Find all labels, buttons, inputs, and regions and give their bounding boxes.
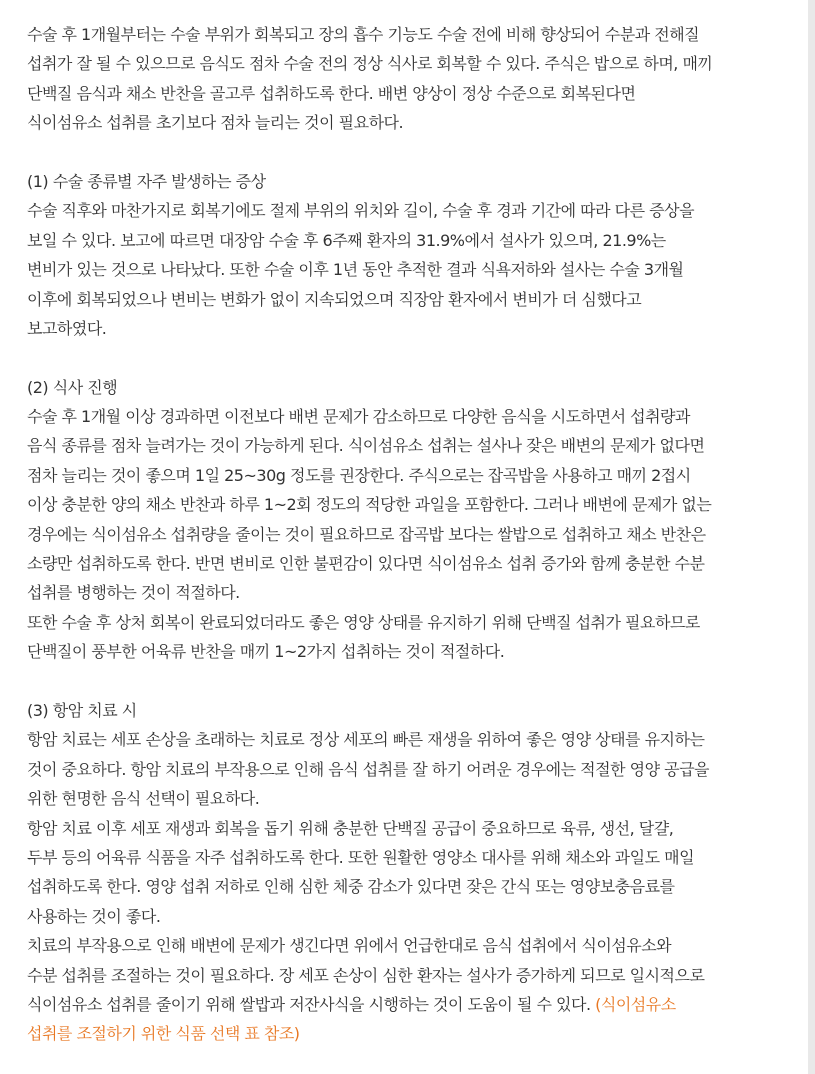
text-line: 보고하였다. <box>27 318 107 338</box>
text-line <box>27 990 787 1019</box>
section-diet-progress <box>27 373 787 667</box>
text-line: 것이 중요하다. 항암 치료의 부작용으로 인해 음식 섭취를 잘 하기 어려운 경우에는 적절한 영양 공급을 <box>27 759 709 779</box>
text-line: 단백질이 풍부한 어육류 반찬을 매끼 1~2가지 섭취하는 것이 적절하다. <box>27 642 505 662</box>
text-line: 이상 충분한 양의 채소 반찬과 하루 1~2회 정도의 적당한 과일을 포함한다. 그러나 배변에 문제가 없는 <box>27 495 712 515</box>
text-line: 점차 늘리는 것이 좋으며 1일 25~30g 정도를 권장한다. 주식으로는 잡곡밥을 사용하고 매끼 2접시 <box>27 465 691 485</box>
text-line: 사용하는 것이 좋다. <box>27 906 161 926</box>
section-heading: (1) 수술 종류별 자주 발생하는 증상 <box>27 171 266 191</box>
food-table-reference-link[interactable]: (식이섬유소 <box>595 994 676 1014</box>
page-edge-border <box>808 0 815 1074</box>
text-line: 섭취하도록 한다. 영양 섭취 저하로 인해 심한 체중 감소가 있다면 잦은 간식 또는 영양보충음료를 <box>27 877 675 897</box>
spacer <box>27 343 787 372</box>
text-line: 수술 후 1개월부터는 수술 부위가 회복되고 장의 흡수 기능도 수술 전에 비해 향상되어 수분과 전해질 <box>27 25 700 44</box>
section-chemotherapy <box>27 696 787 1049</box>
text-segment: 식이섬유소 섭취를 줄이기 위해 쌀밥과 저잔사식을 시행하는 것이 도움이 될 수 있다. <box>27 994 591 1014</box>
text-line: 이후에 회복되었으나 변비는 변화가 없이 지속되었으며 직장암 환자에서 변비가 더 심했다고 <box>27 289 642 309</box>
text-line: 또한 수술 후 상처 회복이 완료되었더라도 좋은 영양 상태를 유지하기 위해 단백질 섭취가 필요하므로 <box>27 612 700 632</box>
food-table-reference-link-continued[interactable]: 섭취를 조절하기 위한 식품 선택 표 참조) <box>27 1024 300 1044</box>
text-line: 두부 등의 어육류 식품을 자주 섭취하도록 한다. 또한 원활한 영양소 대사를 위해 채소와 과일도 매일 <box>27 847 695 867</box>
text-line: 변비가 있는 것으로 나타났다. 또한 수술 이후 1년 동안 추적한 결과 식욕저하와 설사는 수술 3개월 <box>27 260 684 280</box>
text-line: 위한 현명한 음식 선택이 필요하다. <box>27 789 260 809</box>
text-line: 섭취가 잘 될 수 있으므로 음식도 점차 수술 전의 정상 식사로 회복할 수 있다. 주식은 밥으로 하며, 매끼 <box>27 54 713 74</box>
text-line: 섭취를 병행하는 것이 적절하다. <box>27 583 240 603</box>
intro-paragraph <box>27 20 787 138</box>
text-line: 수분 섭취를 조절하는 것이 필요하다. 장 세포 손상이 심한 환자는 설사가 증가하게 되므로 일시적으로 <box>27 965 705 985</box>
spacer <box>27 667 787 696</box>
section-symptoms <box>27 167 787 343</box>
spacer <box>27 138 787 167</box>
text-line: 항암 치료 이후 세포 재생과 회복을 돕기 위해 충분한 단백질 공급이 중요하므로 육류, 생선, 달걀, <box>27 818 674 838</box>
text-line: 수술 후 1개월 이상 경과하면 이전보다 배변 문제가 감소하므로 다양한 음식을 시도하면서 섭취량과 <box>27 407 690 427</box>
text-line: 식이섬유소 섭취를 초기보다 점차 늘리는 것이 필요하다. <box>27 113 404 133</box>
text-line: 단백질 음식과 채소 반찬을 골고루 섭취하도록 한다. 배변 양상이 정상 수준으로 회복된다면 <box>27 83 636 103</box>
text-line: 소량만 섭취하도록 한다. 반면 변비로 인한 불편감이 있다면 식이섬유소 섭취 증가와 함께 충분한 수분 <box>27 554 705 574</box>
text-line: 항암 치료는 세포 손상을 초래하는 치료로 정상 세포의 빠른 재생을 위하여 좋은 영양 상태를 유지하는 <box>27 730 705 750</box>
section-heading: (3) 항암 치료 시 <box>27 700 137 720</box>
text-line: 보일 수 있다. 보고에 따르면 대장암 수술 후 6주째 환자의 31.9%에서 설사가 있으며, 21.9%는 <box>27 230 666 250</box>
section-heading: (2) 식사 진행 <box>27 377 118 397</box>
text-line: 음식 종류를 점차 늘려가는 것이 가능하게 된다. 식이섬유소 섭취는 설사나 잦은 배변의 문제가 없다면 <box>27 436 705 456</box>
text-line: 경우에는 식이섬유소 섭취량을 줄이는 것이 필요하므로 잡곡밥 보다는 쌀밥으로 섭취하고 채소 반찬은 <box>27 524 706 544</box>
text-line: 치료의 부작용으로 인해 배변에 문제가 생긴다면 위에서 언급한대로 음식 섭취에서 식이섬유소와 <box>27 936 672 956</box>
text-line: 수술 직후와 마찬가지로 회복기에도 절제 부위의 위치와 길이, 수술 후 경과 기간에 따라 다른 증상을 <box>27 201 695 221</box>
article-body <box>27 20 787 1049</box>
